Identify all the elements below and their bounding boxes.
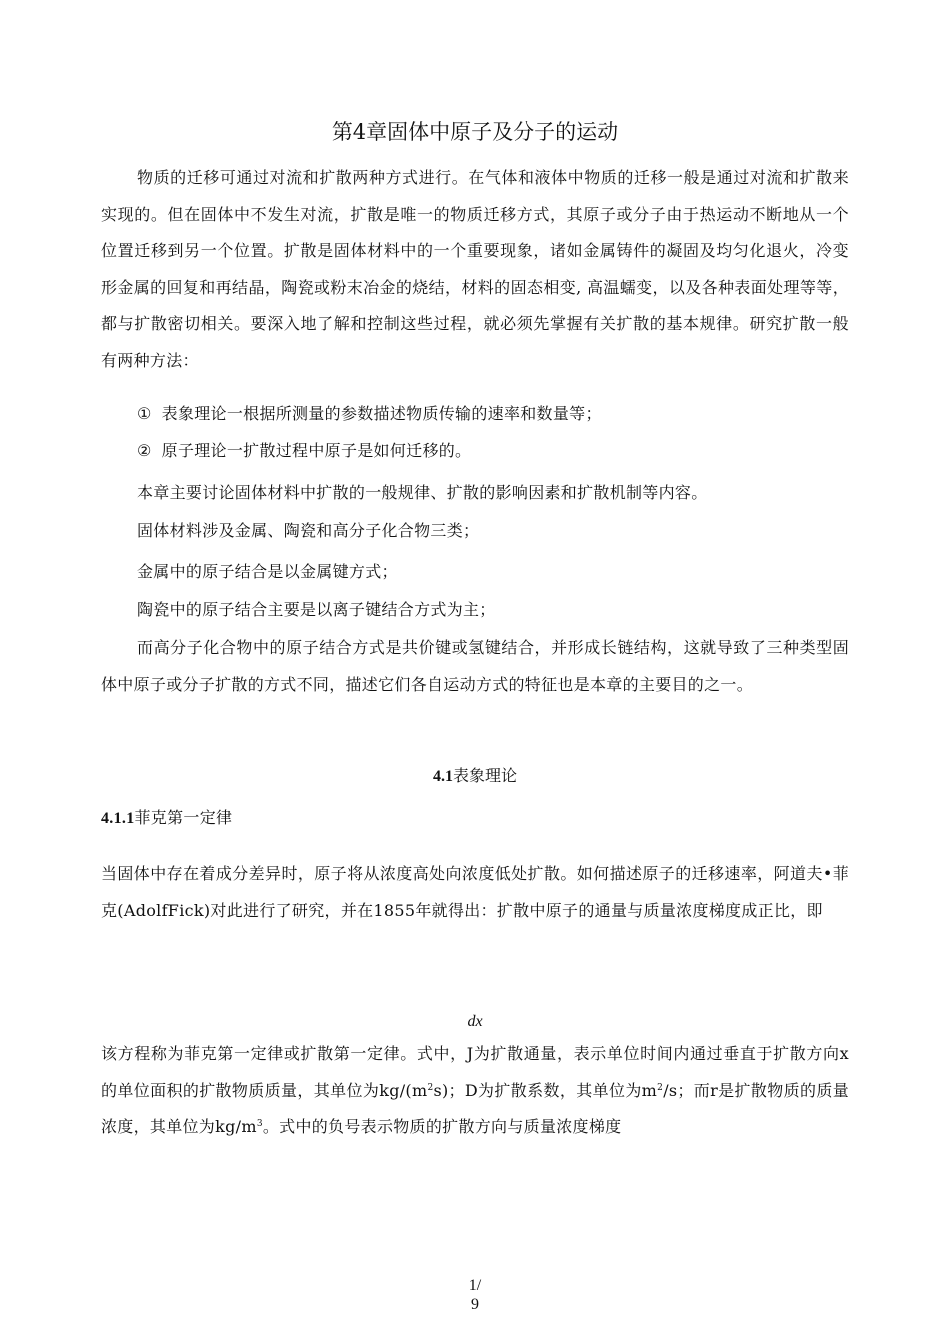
- section-title: 表象理论: [452, 766, 517, 785]
- page-number-total: 9: [471, 1296, 479, 1313]
- list-item: [137, 439, 471, 463]
- scope-line: 本章主要讨论固体材料中扩散的一般规律、扩散的影响因素和扩散机制等内容。: [137, 483, 708, 502]
- list-item-text: 原子理论一扩散过程中原子是如何迁移的。: [161, 441, 472, 460]
- list-item-text: 表象理论一根据所测量的参数描述物质传输的速率和数量等；: [161, 404, 602, 423]
- explanation-text: 该方程称为菲克第一定律或扩散第一定律。式中，J为扩散通量，表示单位时间内通过垂直于扩散方向x的单位面积的扩散物质质量，其单位为kg/(m: [101, 1044, 849, 1100]
- intro-paragraph: 物质的迁移可通过对流和扩散两种方式进行。在气体和液体中物质的迁移一般是通过对流和扩散来实现的。但在固体中不发生对流，扩散是唯一的物质迁移方式，其原子或分子由于热运动不断地从一个位置迁移到另一个位置。扩散是固体材料中的一个重要现象，诸如金属铸件的凝固及均匀化退火，冷变形金属的回复和再结晶，陶瓷或粉末冶金的烧结，材料的固态相变, 高温蠕变，以及各种表面处理等等，都与扩散密切相关。要深入地了解和控制这些过程，就必须先掌握有关扩散的基本规律。研究扩散一般有两种方法：: [101, 168, 849, 370]
- superscript: 2: [657, 1082, 664, 1093]
- subsection-title: 菲克第一定律: [134, 808, 233, 827]
- explanation-text: /s；而r是扩散物质的质量浓度，其单位为kg/m: [101, 1080, 849, 1136]
- formula-fragment: dx: [467, 1013, 483, 1030]
- list-marker: ①: [137, 404, 152, 423]
- materials-line: 固体材料涉及金属、陶瓷和高分子化合物三类；: [137, 521, 480, 540]
- ceramic-line: 陶瓷中的原子结合主要是以离子键结合方式为主；: [137, 600, 496, 619]
- superscript: 2: [427, 1082, 434, 1093]
- list-item: [137, 402, 602, 426]
- subsection-number: 4.1.1: [101, 810, 135, 827]
- subsection-heading: [101, 806, 232, 831]
- chapter-title: 第4章固体中原子及分子的运动: [331, 120, 619, 144]
- fick-paragraph: 当固体中存在着成分差异时，原子将从浓度高处向浓度低处扩散。如何描述原子的迁移速率，阿道夫•菲克(AdolfFick)对此进行了研究，并在1855年就得出：扩散中原子的通量与质量浓度梯度成正比，即: [101, 864, 849, 920]
- explanation-text: 。式中的负号表示物质的扩散方向与质量浓度梯度: [262, 1117, 622, 1136]
- metal-line: 金属中的原子结合是以金属键方式；: [137, 562, 398, 581]
- section-heading: [0, 764, 950, 789]
- explanation-paragraph: [101, 1036, 849, 1146]
- superscript: 3: [256, 1119, 263, 1129]
- explanation-text: s)；D为扩散系数，其单位为m: [433, 1080, 658, 1100]
- section-number: 4.1: [432, 768, 453, 785]
- list-marker: ②: [137, 441, 152, 460]
- page-number-current: 1/: [468, 1277, 482, 1294]
- polymer-paragraph: 而高分子化合物中的原子结合方式是共价键或氢键结合，并形成长链结构，这就导致了三种类型固体中原子或分子扩散的方式不同，描述它们各自运动方式的特征也是本章的主要目的之一。: [101, 638, 849, 694]
